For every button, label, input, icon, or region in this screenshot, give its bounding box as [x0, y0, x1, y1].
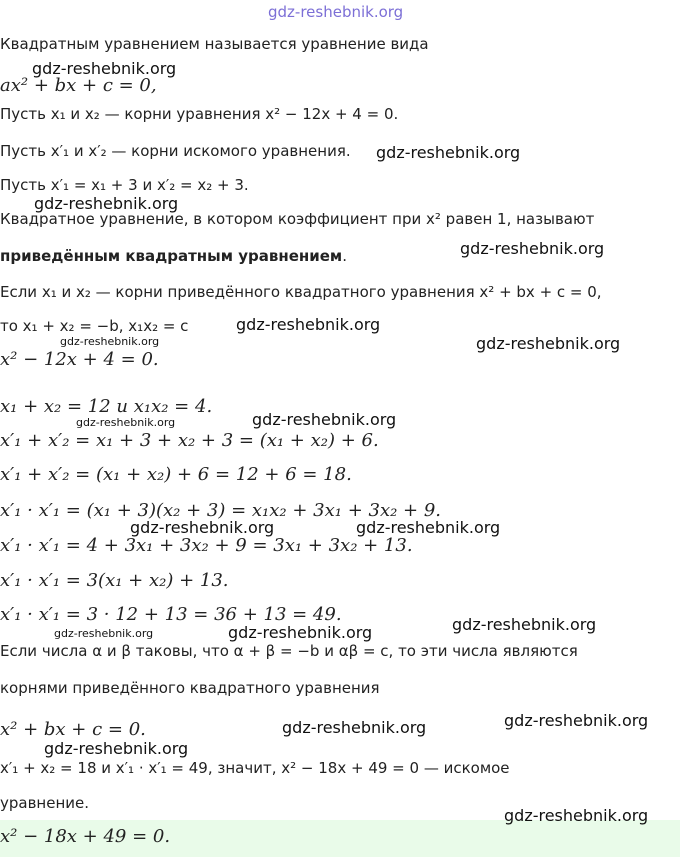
watermark: gdz-reshebnik.org	[236, 315, 381, 334]
answer-equation: x² − 18x + 49 = 0.	[0, 826, 171, 847]
watermark: gdz-reshebnik.org	[76, 416, 176, 429]
watermark: gdz-reshebnik.org	[504, 806, 649, 825]
new-roots-line: Пусть x′₁ и x′₂ — корни искомого уравнения.	[0, 142, 351, 160]
given-roots-line: Пусть x₁ и x₂ — корни уравнения x² − 12x + 4 = 0.	[0, 105, 399, 123]
watermark: gdz-reshebnik.org	[452, 615, 597, 634]
original-equation: x² − 12x + 4 = 0.	[0, 349, 159, 370]
watermark: gdz-reshebnik.org	[44, 739, 189, 758]
reduced-definition-line: Квадратное уравнение, в котором коэффициент при x² равен 1, называют	[0, 210, 595, 228]
vieta-formulas-line: то x₁ + x₂ = −b, x₁x₂ = c	[0, 317, 189, 335]
watermark: gdz-reshebnik.org	[252, 410, 397, 429]
general-equation: ax² + bx + c = 0,	[0, 75, 157, 96]
vieta-theorem-line: Если x₁ и x₂ — корни приведённого квадратного уравнения x² + bx + c = 0,	[0, 283, 602, 301]
sum-product-line: x₁ + x₂ = 12 и x₁x₂ = 4.	[0, 396, 213, 417]
watermark: gdz-reshebnik.org	[356, 518, 501, 537]
watermark: gdz-reshebnik.org	[460, 239, 605, 258]
new-product-step-3: x′₁ · x′₁ = 3(x₁ + x₂) + 13.	[0, 570, 229, 591]
new-product-step-1: x′₁ · x′₁ = (x₁ + 3)(x₂ + 3) = x₁x₂ + 3x₁ + 3x₂ + 9.	[0, 500, 442, 521]
watermark: gdz-reshebnik.org	[504, 711, 649, 730]
watermark: gdz-reshebnik.org	[34, 194, 179, 213]
new-product-step-4: x′₁ · x′₁ = 3 · 12 + 13 = 36 + 13 = 49.	[0, 604, 342, 625]
watermark: gdz-reshebnik.org	[60, 335, 160, 348]
watermark: gdz-reshebnik.org	[130, 518, 275, 537]
reduced-equation: x² + bx + c = 0.	[0, 719, 146, 740]
new-product-step-2: x′₁ · x′₁ = 4 + 3x₁ + 3x₂ + 9 = 3x₁ + 3x₂ + 13.	[0, 535, 413, 556]
watermark: gdz-reshebnik.org	[476, 334, 621, 353]
new-sum-step-1: x′₁ + x′₂ = x₁ + 3 + x₂ + 3 = (x₁ + x₂) + 6.	[0, 430, 379, 451]
conclusion-line-2: уравнение.	[0, 794, 90, 812]
watermark: gdz-reshebnik.org	[54, 627, 154, 640]
new-sum-step-2: x′₁ + x′₂ = (x₁ + x₂) + 6 = 12 + 6 = 18.	[0, 464, 352, 485]
reduced-term-period: .	[342, 247, 347, 265]
watermark: gdz-reshebnik.org	[282, 718, 427, 737]
converse-vieta-line: Если числа α и β таковы, что α + β = −b и αβ = c, то эти числа являются	[0, 642, 578, 660]
watermark: gdz-reshebnik.org	[376, 143, 521, 162]
reduced-term-line	[0, 246, 347, 266]
reduced-term: приведённым квадратным уравнением	[0, 247, 343, 265]
watermark: gdz-reshebnik.org	[32, 59, 177, 78]
definition-line: Квадратным уравнением называется уравнение вида	[0, 35, 429, 53]
converse-vieta-line-2: корнями приведённого квадратного уравнения	[0, 679, 380, 697]
watermark-top: gdz-reshebnik.org	[268, 3, 404, 21]
root-shift-line: Пусть x′₁ = x₁ + 3 и x′₂ = x₂ + 3.	[0, 176, 249, 194]
conclusion-line: x′₁ + x₂ = 18 и x′₁ · x′₁ = 49, значит, x² − 18x + 49 = 0 — искомое	[0, 759, 510, 777]
watermark: gdz-reshebnik.org	[228, 623, 373, 642]
